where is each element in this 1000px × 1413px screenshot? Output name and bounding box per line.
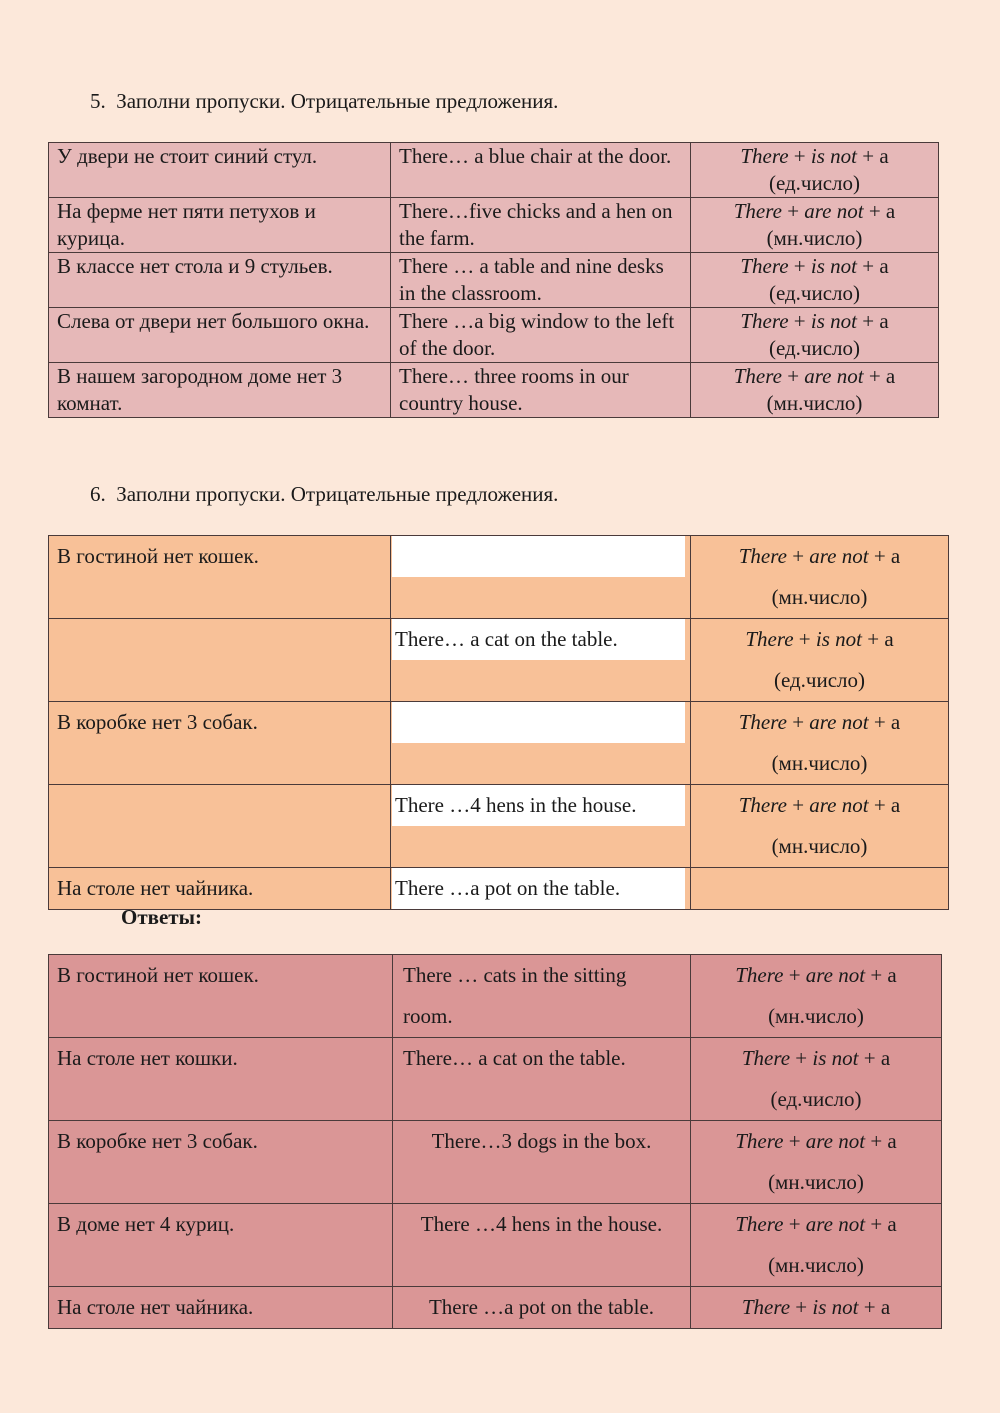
rule-formula [699,143,930,170]
english-sentence [391,619,691,702]
grammar-rule [691,868,949,910]
english-sentence: There … cats in the sitting room. [393,955,691,1038]
section5-number: 5. [90,89,106,113]
section6-number: 6. [90,482,106,506]
rule-formula [699,536,940,577]
rule-there: There [733,364,782,388]
exercise6-table [48,535,949,910]
english-sentence: There …a big window to the left of the door. [391,308,691,363]
english-sentence: There…five chicks and a hen on the farm. [391,198,691,253]
rule-there: There [738,544,787,568]
rule-plus-a: + a [870,963,897,987]
rule-number: (мн.число) [771,585,868,609]
rule-plus: + [793,309,806,333]
section5-heading [90,89,558,113]
rule-plus: + [787,199,800,223]
english-sentence: There … a table and nine desks in the classroom. [391,253,691,308]
rule-formula [699,198,930,225]
rule-verb: are not [809,544,869,568]
english-sentence: There… a blue chair at the door. [391,143,691,198]
english-sentence [391,536,691,619]
rule-plus: + [788,1129,801,1153]
grammar-rule [691,253,939,308]
rule-verb: is not [810,254,857,278]
english-sentence: There …4 hens in the house. [393,1204,691,1287]
answer-input[interactable] [392,702,685,743]
rule-plus-a: + a [870,1129,897,1153]
grammar-rule [691,1287,942,1329]
rule-there: There [741,1295,791,1319]
rule-plus-a: + a [863,1295,891,1319]
grammar-rule [691,363,939,418]
table-row [49,198,939,253]
table-row [49,1121,942,1204]
grammar-rule [691,198,939,253]
rule-verb: is not [812,1046,859,1070]
rule-plus: + [788,963,801,987]
section5-title: Заполни пропуски. Отрицательные предложения. [116,89,559,113]
rule-plus: + [795,1046,808,1070]
rule-plus-a: + a [870,1212,897,1236]
table-row [49,1204,942,1287]
russian-sentence: В нашем загородном доме нет 3 комнат. [49,363,391,418]
rule-number: (мн.число) [766,391,863,415]
grammar-rule [691,1038,942,1121]
grammar-rule [691,536,949,619]
rule-plus: + [792,710,805,734]
rule-there: There [733,199,782,223]
english-sentence: There …a pot on the table. [393,1287,691,1329]
rule-plus-a: + a [873,544,901,568]
rule-verb: are not [805,1212,866,1236]
english-sentence-text: There… a cat on the table. [392,619,685,660]
grammar-rule [691,308,939,363]
english-sentence: There…3 dogs in the box. [393,1121,691,1204]
rule-number: (мн.число) [766,226,863,250]
russian-sentence: У двери не стоит синий стул. [49,143,391,198]
rule-verb: are not [809,793,869,817]
rule-there: There [740,309,789,333]
rule-verb: is not [810,309,857,333]
english-sentence [391,702,691,785]
table-row [49,253,939,308]
rule-number: (мн.число) [768,1170,864,1194]
exercise5-table [48,142,939,418]
table-row [49,1287,942,1329]
rule-plus-a: + a [862,254,889,278]
russian-sentence: На столе нет кошки. [49,1038,393,1121]
grammar-rule [691,785,949,868]
english-sentence-text: There …a pot on the table. [392,868,685,909]
rule-formula [699,253,930,280]
table-row [49,868,949,910]
rule-there: There [738,793,787,817]
rule-number: (мн.число) [768,1253,864,1277]
rule-plus: + [792,793,805,817]
rule-verb: is not [815,627,862,651]
section6-heading [90,482,558,506]
rule-there: There [740,144,789,168]
rule-there: There [745,627,794,651]
rule-verb: is not [810,144,857,168]
answers-table [48,954,942,1329]
rule-verb: are not [804,199,864,223]
table-row [49,619,949,702]
russian-sentence: В коробке нет 3 собак. [49,1121,393,1204]
russian-sentence: Слева от двери нет большого окна. [49,308,391,363]
rule-there: There [735,1129,784,1153]
russian-sentence: В классе нет стола и 9 стульев. [49,253,391,308]
grammar-rule [691,955,942,1038]
english-sentence: There… a cat on the table. [393,1038,691,1121]
rule-plus: + [798,627,811,651]
rule-plus-a: + a [868,364,896,388]
table-row [49,1038,942,1121]
table-row [49,536,949,619]
rule-formula [699,785,940,826]
rule-plus-a: + a [862,309,889,333]
rule-there: There [741,1046,791,1070]
table-row [49,143,939,198]
rule-plus: + [788,1212,801,1236]
rule-plus: + [793,254,806,278]
russian-sentence[interactable] [49,785,391,868]
grammar-rule [691,143,939,198]
grammar-rule [691,1204,942,1287]
rule-number: (мн.число) [768,1004,864,1028]
russian-sentence[interactable] [49,619,391,702]
rule-there: There [735,963,784,987]
rule-plus-a: + a [868,199,896,223]
rule-formula [699,702,940,743]
table-row [49,308,939,363]
rule-plus: + [787,364,800,388]
rule-there: There [735,1212,784,1236]
table-row [49,955,942,1038]
grammar-rule [691,702,949,785]
rule-formula [699,1038,933,1079]
rule-number: (ед.число) [768,171,861,195]
rule-verb: are not [805,1129,866,1153]
rule-plus: + [792,544,805,568]
rule-formula [699,619,940,660]
russian-sentence: На столе нет чайника. [49,1287,393,1329]
rule-number: (ед.число) [768,281,861,305]
rule-verb: are not [804,364,864,388]
grammar-rule [691,619,949,702]
russian-sentence: На столе нет чайника. [49,868,391,910]
rule-number: (ед.число) [773,668,866,692]
answer-input[interactable] [392,536,685,577]
russian-sentence: В коробке нет 3 собак. [49,702,391,785]
rule-formula [699,1287,933,1328]
rule-formula [699,955,933,996]
english-sentence: There… three rooms in our country house. [391,363,691,418]
rule-plus-a: + a [873,793,901,817]
rule-formula [699,1204,933,1245]
grammar-rule [691,1121,942,1204]
russian-sentence: В доме нет 4 куриц. [49,1204,393,1287]
table-row [49,785,949,868]
rule-plus-a: + a [863,1046,891,1070]
rule-formula [699,308,930,335]
answers-title: Ответы: [121,905,203,929]
rule-there: There [738,710,787,734]
english-sentence [391,868,691,910]
table-row [49,702,949,785]
rule-verb: are not [805,963,866,987]
rule-there: There [740,254,789,278]
rule-verb: is not [812,1295,859,1319]
section6-title: Заполни пропуски. Отрицательные предложения. [116,482,559,506]
russian-sentence: На ферме нет пяти петухов и курица. [49,198,391,253]
rule-plus-a: + a [862,144,889,168]
rule-verb: are not [809,710,869,734]
rule-number: (ед.число) [770,1087,862,1111]
rule-plus-a: + a [873,710,901,734]
rule-formula [699,363,930,390]
russian-sentence: В гостиной нет кошек. [49,536,391,619]
table-row [49,363,939,418]
rule-plus: + [795,1295,808,1319]
english-sentence [391,785,691,868]
english-sentence-text: There …4 hens in the house. [392,785,685,826]
rule-number: (ед.число) [768,336,861,360]
rule-number: (мн.число) [771,751,868,775]
rule-plus-a: + a [867,627,894,651]
russian-sentence: В гостиной нет кошек. [49,955,393,1038]
rule-number: (мн.число) [771,834,868,858]
rule-formula [699,1121,933,1162]
rule-plus: + [793,144,806,168]
